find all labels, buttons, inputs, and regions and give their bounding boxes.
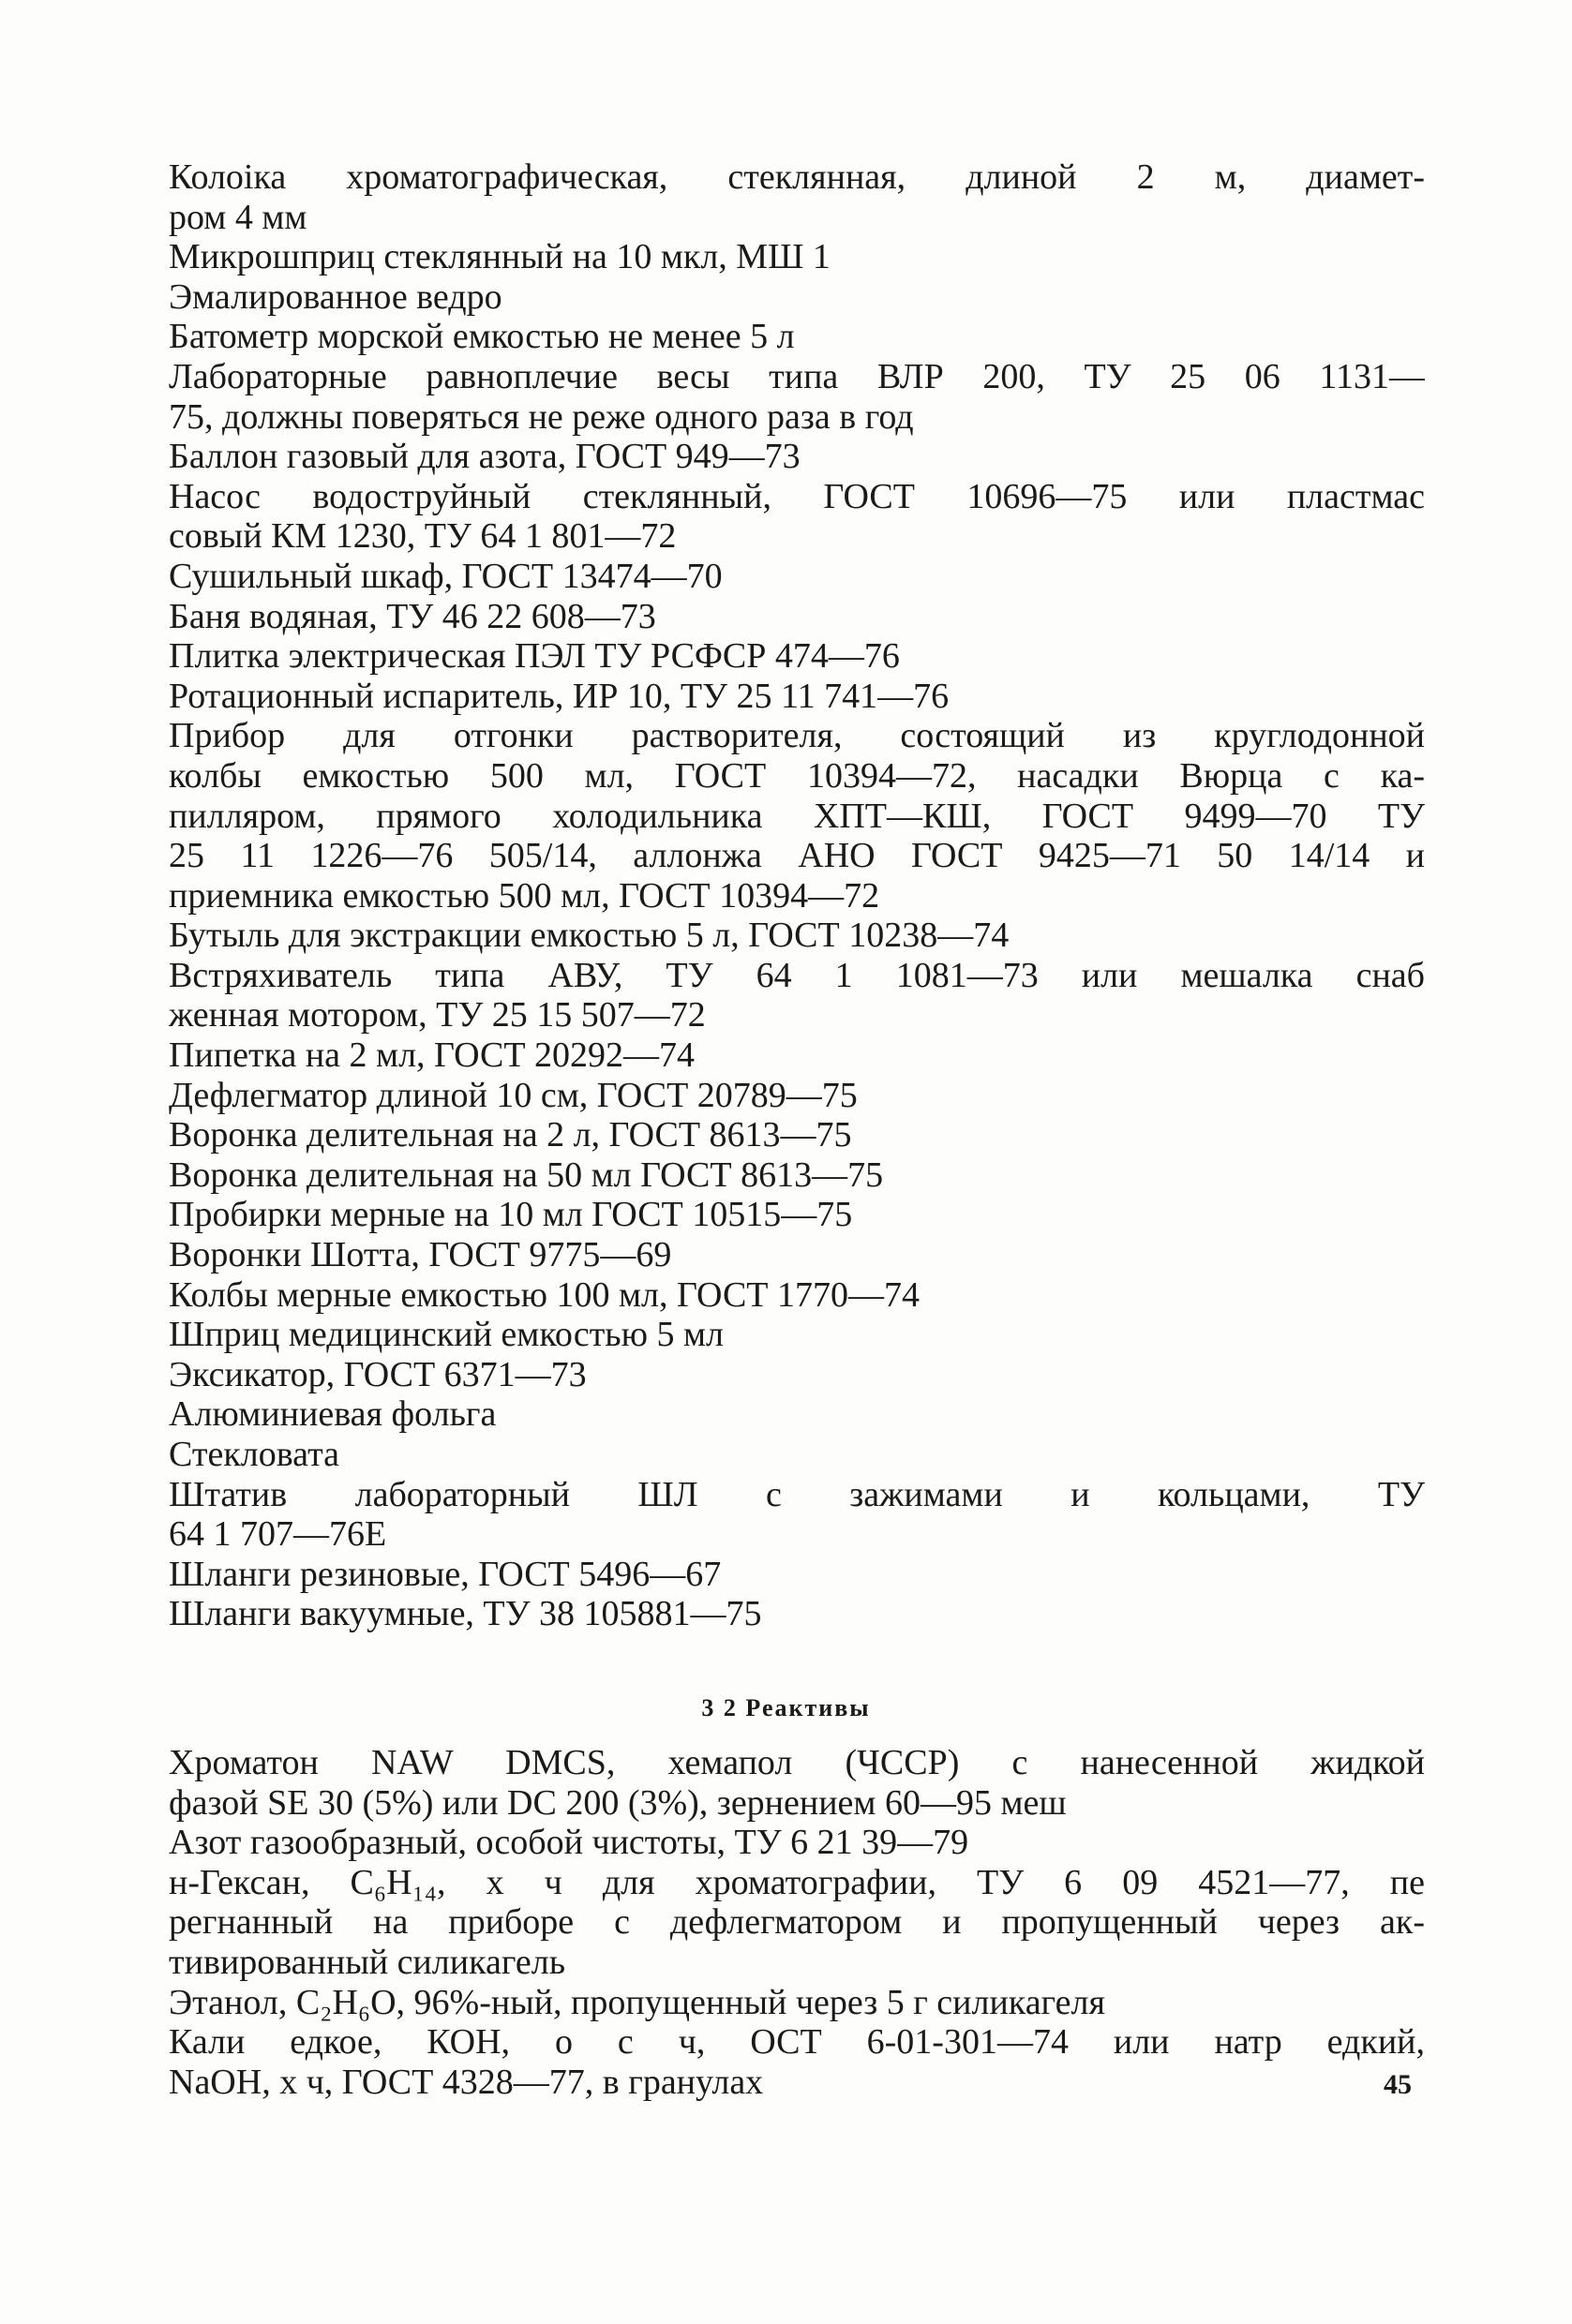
equipment-line: Пробирки мерные на 10 мл ГОСТ 10515—75 [169, 1195, 853, 1235]
equipment-line: Шланги резиновые, ГОСТ 5496—67 [169, 1554, 722, 1594]
section-heading: 3 2 Реактивы [701, 1694, 871, 1721]
reagent-line: регнанный на приборе с дефлегматором и пропущенный через ак- [169, 1902, 1425, 1943]
page-number: 45 [1384, 2069, 1412, 2100]
reagent-list [169, 1743, 1425, 2102]
reagent-line: фазой SE 30 (5%) или DC 200 (3%), зернением 60—95 меш [169, 1782, 1067, 1823]
equipment-line: Сушильный шкаф, ГОСТ 13474—70 [169, 556, 723, 596]
equipment-line: Воронка делительная на 50 мл ГОСТ 8613—75 [169, 1155, 884, 1195]
equipment-line: Воронки Шотта, ГОСТ 9775—69 [169, 1235, 672, 1275]
reagent-line: Азот газообразный, особой чистоты, ТУ 6 21 39—79 [169, 1823, 969, 1863]
equipment-list [169, 157, 1425, 1634]
equipment-line: Встряхиватель типа АВУ, ТУ 64 1 1081—73 или мешалка снаб [169, 955, 1425, 995]
equipment-line: Шприц медицинский емкостью 5 мл [169, 1315, 725, 1355]
equipment-line: Шланги вакуумные, ТУ 38 105881—75 [169, 1594, 762, 1634]
equipment-line: 64 1 707—76Е [169, 1514, 387, 1555]
equipment-line: Алюминиевая фольга [169, 1394, 497, 1435]
equipment-line: Лабораторные равноплечие весы типа ВЛР 200, ТУ 25 06 1131— [169, 356, 1425, 396]
equipment-line: Колбы мерные емкостью 100 мл, ГОСТ 1770—74 [169, 1274, 921, 1315]
reagent-line: Кали едкое, КОН, о с ч, ОСТ 6-01-301—74 или натр едкий, [169, 2022, 1425, 2063]
equipment-line: Эмалированное ведро [169, 276, 502, 317]
reagent-line: NaOH, х ч, ГОСТ 4328—77, в гранулах [169, 2062, 764, 2102]
equipment-line: Баллон газовый для азота, ГОСТ 949—73 [169, 437, 801, 477]
equipment-line: совый КМ 1230, ТУ 64 1 801—72 [169, 516, 677, 557]
equipment-line: ром 4 мм [169, 197, 307, 237]
equipment-line: Ротационный испаритель, ИР 10, ТУ 25 11 741—76 [169, 676, 950, 716]
equipment-line: 25 11 1226—76 505/14, аллонжа АНО ГОСТ 9425—71 50 14/14 и [169, 836, 1425, 876]
reagent-line: Этанол, C₂H₆O, 96%-ный, пропущенный через 5 г силикагеля [169, 1982, 1105, 2022]
equipment-line: Дефлегматор длиной 10 см, ГОСТ 20789—75 [169, 1075, 858, 1115]
equipment-line: колбы емкостью 500 мл, ГОСТ 10394—72, насадки Вюрца с ка- [169, 755, 1425, 796]
equipment-line: пилляром, прямого холодильника ХПТ—КШ, ГОСТ 9499—70 ТУ [169, 796, 1425, 836]
equipment-line: Эксикатор, ГОСТ 6371—73 [169, 1354, 587, 1394]
equipment-line: Баня водяная, ТУ 46 22 608—73 [169, 596, 656, 636]
reagent-line: тивированный силикагель [169, 1942, 566, 1982]
equipment-line: Бутыль для экстракции емкостью 5 л, ГОСТ 10238—74 [169, 916, 1010, 956]
equipment-line: приемника емкостью 500 мл, ГОСТ 10394—72 [169, 875, 880, 916]
equipment-line: Прибор для отгонки растворителя, состоящий из круглодонной [169, 716, 1425, 756]
equipment-line: Микрошприц стеклянный на 10 мкл, МШ 1 [169, 237, 831, 277]
reagent-line: н-Гексан, C₆H₁₄, х ч для хроматографии, ТУ 6 09 4521—77, пе [169, 1862, 1425, 1902]
equipment-line: 75, должны поверяться не реже одного раза в год [169, 396, 914, 437]
equipment-line: Плитка электрическая ПЭЛ ТУ РСФСР 474—76 [169, 636, 900, 677]
reagent-line: Хроматон NAW DMCS, хемапол (ЧССР) с нанесенной жидкой [169, 1743, 1425, 1782]
equipment-line: Штатив лабораторный ШЛ с зажимами и кольцами, ТУ [169, 1474, 1425, 1514]
equipment-line: Колоіка хроматографическая, стеклянная, длиной 2 м, диамет- [169, 157, 1425, 197]
equipment-line: Насос водоструйный стеклянный, ГОСТ 10696—75 или пластмас [169, 476, 1425, 516]
equipment-line: Воронка делительная на 2 л, ГОСТ 8613—75 [169, 1115, 852, 1155]
equipment-line: Стекловата [169, 1435, 340, 1474]
equipment-line: Пипетка на 2 мл, ГОСТ 20292—74 [169, 1035, 696, 1076]
equipment-line: женная мотором, ТУ 25 15 507—72 [169, 995, 706, 1035]
equipment-line: Батометр морской емкостью не менее 5 л [169, 317, 795, 357]
